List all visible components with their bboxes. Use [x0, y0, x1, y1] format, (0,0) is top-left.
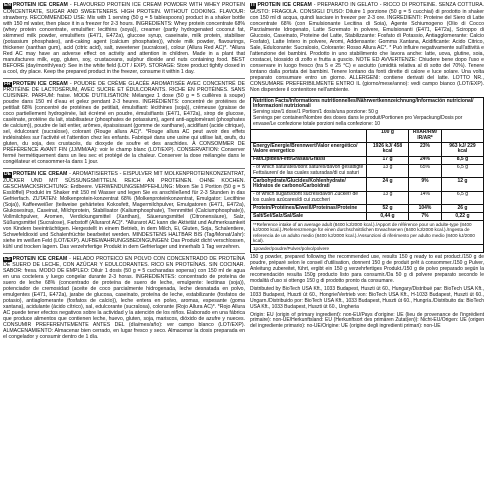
nutrient-value: 23% — [409, 143, 442, 157]
nutrient-value: 17 g — [366, 156, 408, 164]
nutrition-table — [250, 97, 484, 254]
nutrition-row — [251, 164, 483, 178]
distribution-section — [250, 253, 484, 330]
language-badge: ES — [4, 255, 11, 262]
nutrient-value: 65% — [409, 164, 442, 178]
block-text: - POUDRE DE CRÈME GLACÉE AROMATISÉE AVEC CONCENTRÉ DE PROTÉINE DE LACTOSÉRUM, AVEC SUCRE ET ÉDULCORANTS. RICHE EN PROTÉINES. SANS CUISINER. PARFUM: fraise. MODE D'UTILISATION: Mélangez 1 dose (50 g = 5 cuillères à soupe) poudre dans 150 ml d'eau et gelez pendant 2-3 heures. INGRÉDIENTS: concentré de protéines de petitlait 68% (concentré de protéines de petitlait, émulsifiant: lécithines (soja)), crémeuse (graisse de coco partiellement hydrogénée, lait écrémé en poudre, émulsifiants (E471, E472a), sirop de glucose, caséinate, protéine du lait, stabilisateur (phosphates de potassium), agent anti-agglomérant (phosphates de calcium)), poudre de lait entier, arômes, épaississant (gomme de xanthane), acidifiant (acide citrique), sel, édulcorant (sucralose), colorant (Rouge allura AC)*. *Rouge allura AC peut avoir des effets indésirables sur l'activité et l'attention chez les enfants. Fabriqué dans une usine qui utilise lait, œufs, du gluten, du soja, des crustacés, du dioxyde de soufre et des arachides. À CONSOMMER DE PRÉFÉRENCE AVANT FIN (JJ/MM/AA): voir le champ blanc (LOT/EXP). CONSERVATION: Conserver fermé hermétiquement dans un lieu sec et protégé de la chaleur. Conserver la dose mélangée dans le congélateur et consommer-la dans 1 jour. — [3, 80, 245, 166]
info-paragraph: 150 g powder, prepared following the recommended use, results 150 g ready to eat product./150 g de poudre, préparé selon le conseil d'utilisation, donnent 150 g de produit prêt à consommer./150 g Pulver, Anleitung zubereitet, führt, ergibt ein 150 g verzehrfertiges Produkt./150 g de polvo preparado según la recomendación resulta 150g producto listo para consumir./Da 50 g di polvere preparato secondo le modalità d'uso si ottengo 150 g di prodotto pronto da consumare. — [250, 254, 484, 285]
italian-section — [250, 2, 484, 95]
product-title: PROTEIN ICE CREAM — [12, 171, 68, 178]
nutrient-value: 13 g — [366, 164, 408, 178]
nutrient-value: 1926 kJ/ 458 kcal — [366, 143, 408, 157]
nutrient-value: 104% — [409, 205, 442, 213]
nutrient-value: 9% — [409, 178, 442, 192]
nutrition-row — [251, 191, 483, 205]
nutrition-row — [251, 213, 483, 220]
language-block-en — [3, 2, 245, 75]
nutrition-row — [251, 143, 483, 157]
nutrition-title: Nutrition Facts/Informations nutritionnelles/Nährwertkennzeichnung/Información nutricional/ Informazioni nutrizionali — [253, 97, 474, 110]
nutrient-value: 6,5 g — [441, 191, 483, 205]
nutrient-name: - of which sugars/dont sucres/davon Zucker/ de los cuales azúcares/di cui zuccheri — [251, 191, 366, 205]
divider — [3, 78, 245, 79]
block-text: - AROMATISIERTES - EISPULVER MIT MOLKENPROTEINKONZENTRAT, ZUCKER UND MIT SÜSSUNGSMITTELN. REICH AN PROTEINEN. OHNE KOCHEN. GESCHMACKSRICHTUNG: Erdbeere. VERWENDUNGSEMPFEHLUNG: Mixen Sie 1 Portion (50 g = 5 Esslöffel) Produkt im Shaker mit 150 ml Wasser und legen Sie es anschließend für 2-3 Stunden in das Gefrierfach. ZUTATEN: Molkenprotein-konzentrat 68% (Molkenproteinkonzentrat, Emulgator: Lecithine (Soja)), Kaffeeweißer (teilweise gehärtetes Kokosfett, Magermilchpulver, Emulgatoren (E471, E472a), Glukosesirup, Caseinat, Milchprotein, Stabilisator (Kaliumphosphate), Trennmittel (Calciumphosphate)), Vollmilchpulver, Aromen, Verdickungsmittel (Xanthan), Säuerungsmittel (Citronensäure), Salz, Süßungsmittel (Sucralose), Farbstoff (Allurarot AC)*. *Allurarot AC kann die Aktivität und Aufmerksamkeit von Kindern beeinträchtigen. Hergestellt in einem Betrieb, in dem Milch, Ei, Gluten, Soja, Schalentiere, Schwefeldioxid und Schalenfrüchte bearbeitet werden. MINDESTENS HALTBAR BIS (Tag/Monat/Jahr): siehe im weißen Feld (LOT/EXP). AUFBEWAHRUNGSBEDINGUNGEN: Das Produkt dicht verschlossen, kühl und trocken lagern. Das verzehrfertige Produkt in dem Gefrierlager und innerhalb 1 Tag verzehren. — [3, 171, 245, 250]
nutrition-header-100g: 100 g — [366, 129, 408, 143]
nutrition-header-ri: RI/AR/RM/ IR/AR* — [409, 129, 442, 143]
nutrition-row — [251, 178, 483, 192]
powder-note: 1powder/poudre/Pulver/polvo/polvere — [251, 244, 483, 252]
nutrition-header-serving — [441, 129, 483, 143]
language-badge: IT — [251, 2, 256, 8]
right-column — [250, 2, 484, 486]
language-block-it — [250, 2, 484, 93]
nutrient-name: Carbohydrate/Glucides/Kohlenhydrate/ Hidratos de carbono/Carboidrati — [251, 178, 366, 192]
nutrient-value: 8,5 g — [441, 156, 483, 164]
reference-intake-note: **Reference intake of an average adult (8400 kJ/2000 kcal.)./Apport de référence pour un adulte-type (8400 kJ/2000 kcal.)./Referenzmenge für einen durchschnittlichen Erwachsenen (8400 kJ/2000 kcal.)./Ingesta de referencia de un adulto medio (8400 kJ/2000 kcal.)./Assunzioni di riferimento per adulto medio (8400 kJ/2000 kcal). — [251, 220, 483, 244]
left-column — [3, 2, 245, 486]
language-badge: DE — [4, 171, 11, 178]
product-title: PROTEIN ICE CREAM — [12, 2, 68, 8]
nutrient-value: 0,44 g — [366, 213, 408, 220]
nutrition-row — [251, 156, 483, 164]
nutrient-name: Protein/Protéines/Eiweiß/Proteínas/Proteine — [251, 205, 366, 213]
nutrition-header-label — [251, 129, 366, 143]
nutrient-value: 24% — [409, 156, 442, 164]
product-title: PROTEIN ICE CREAM — [12, 255, 68, 262]
nutrient-value: 13 g — [366, 191, 408, 205]
block-text: - PREPARATO IN GELATO - RICCO DI PROTEINE. SENZA COTTURA. GUSTO: FRAGOLA. CONSIGLI D'USO: Diluire 1 porzione (50 g = 5 cucchiai) di prodotto in shaker con 150 ml di acqua, quindi lasciare in freezer per 2-3 ore. INGREDIENTI: Proteine del Siero di Latte concentrate 68% (con Emulsionante Lecitina di Soia), Agente Schiumogeno (Olio di Cocco Parzialmente Idrogenato, Latte Scremato in polvere, Emulsionanti (E471, E472a), Sciroppo di Glucosio, Caseinato, Proteine del Latte, Stabilizzante: Fosfato di Potassio, Antiagglomerante: Calcio Fosfato), Latte Intero in polvere, Aromi, Addensante: Gomma Xantana, Acidificante: Acido Citrico, Sale, Edulcorante: Sucralosio, Colorante: Rosso Allura AC*. * Può influire negativamente sull'attività e l'attenzione dei bambini. Prodotto in uno stabilimento che lavora anche: latte, uova, glutine, soia, crostacei, biossido di zolfo e frutta a guscio. NOTE ED AVVERTENZE: Chiudere bene dopo l'uso e conservare in luogo fresco (tra 5 e 25 °C) e asciutto (umidità relativa al di sotto del 70%). Tenere lontano dalla portata dei bambini. Tenere lontano da fonti dirette di calore e luce solare. Una volta preparato consumare entro un giorno. ALLERGENI: contiene derivati del latte. LOTTO NR., CONSUMARE PREFERIBILMENTE ENTRO IL (giorno/mese/anno): vedi campo bianco (LOT/EXP). Non disperdere il contenitore nell'ambiente. — [250, 2, 484, 93]
nutrient-value: 14% — [409, 191, 442, 205]
nutrition-grid — [251, 129, 483, 220]
info-paragraph: Distributed by BioTech USA Kft., 1033 Budapest, Huszti út 60., Hungary/Distribué par: BioTech USA Kft., 1033 Budapest, Huszti út 60., Hongrie/Vertrieb von: BioTech USA Kft., H-1033 Budapest, Huszti út 60., Ungarn./Distribuido por: BioTech USA Kft., 1033 Budapest, Huszti út 60., Hungría./Distribuito da: BioTech USA Kft., 1033 Budapest, Huszti út 60., Ungheria — [250, 285, 484, 310]
info-paragraph: Origin: EU (origin of primary ingredient): non-EU/Pays d'origine: UE (lieu de provenance de l'ingrédient primaire): non-UE/Herkunftsland: EU (Herkunftsort des primären Zutat(en)): Nicht-EU/Origen: UE (origen del ingrediente primario): no-UE/Origine: UE (origine degli ingredienti primari): non-UE — [250, 311, 484, 330]
block-text: - HELADO PROTEICO EN POLVO CON CONCENTRADO DE PROTEÍNA DE SUERO DE LECHE, CON AZÚCAR Y EDULCORANTES. RICO EN PROTEÍNAS. SIN COCINAR. SABOR: fresa. MODO DE EMPLEO: Diluir 1 dosis (50 g = 5 cucharadas soperas) con 150 ml de agua en una coctelera y luego congelar durante 2-3 horas. INGREDIENTES: concentrado de proteína de suero de leche 68% (concentrado de proteína de suero de leche, emulgente: lecitinas (soja)), potenciador de cremosidad (aceite de coco parcialmente hidrogenada, leche desnatada en polvo, emulgentes (E471, E472a), jarabe de glucosa, caseinato, proteína de leche, estabilizante (fosfatos de potasio), antiaglomerante (fosfatos de calcio)), leche entera en polvo, aromas, espesante (goma xantana), acidulante (ácido cítrico), sal, edulcorante (sucralosa), colorante (Rojo Allura AC)*. *Rojo Allura AC puede tener efectos negativos sobre la actividad y la atención de los niños. Elaborado en una fábrica que produce alimentos que contienen leche, huevo, gluten, soja, mariscos, dióxido de azufre y nueces. CONSUMIR PREFERENTEMENTE ANTES DEL (día/mes/año): ver campo blanco (LOT/EXP). ALMACENAMIENTO: Almacenar bien cerrado, en lugar fresco y seco. Almacenar la dosis preparada en el congelador y consumir dentro de 1 día. — [3, 255, 245, 341]
divider — [3, 168, 245, 169]
nutrient-value: 26 g — [441, 205, 483, 213]
serving-size — [251, 110, 483, 128]
block-text: - FLAVOURED PROTEIN ICE CREAM POWDER WITH WHEY PROTEIN CONCENTRATE, SUGAR AND SWEETENERS. HIGH PROTEIN. WITHOUT COOKING. FLAVOUR: strawberry. RECOMMENDED USE: Mix with 1 serving (50 g = 5 tablespoons) product in a shaker bottle with 150 ml water, then place it in a freezer for 2-3 hours. INGREDIENTS: Whey protein concentrate 68% (whey protein concentrate, emulsifier: lecithins (soya)), creamer (partly hydrogenated coconut fat, skimmed milk powder, emulsifiers (E471, E472a), glucose syrup, caseinate, milk protein, stabiliser (potassium phosphates), anti-caking agent (calcium phosphates)), whole milk powder, flavourings, thickener (xanthan gum), acid (citric acid), salt, sweetener (sucralose), colour (Allura Red AC)*. *Allura Red AC may have an adverse effect on activity and attention in children. Made in a plant that manufactures milk, egg, gluten, soy, crustaceans, sulphur dioxide and nuts containing food. BEST BEFORE (day/month/year): See in the white field (LOT / EXP). STORAGE: Store product tightly closed in a cool, dry place. Keep the prepared product in the freezer, consume it within 1 day. — [3, 2, 245, 75]
nutrient-name: - of which saturates/dont saturés/davon gesättigte Fettsäuren/ de las cuales saturadas/di cui saturi — [251, 164, 366, 178]
nutrition-header-row — [251, 129, 483, 143]
language-block-es — [3, 256, 245, 341]
nutrient-value: 6,5 g — [441, 164, 483, 178]
nutrition-rows — [251, 143, 483, 220]
servings-per-container: Servings per container/Nombre des doses dans le produit/Portionen pro Verpackung/Dosis por envase/Le confezione totale porzioni nella confezione: 10 — [253, 114, 463, 127]
nutrient-value: 24 g — [366, 178, 408, 192]
nutrient-name: Salt/Sel/Salz/Sal/Sale — [251, 213, 366, 220]
nutrient-name: Energy/Energie/Brennwert/Valor energético/ Valore energetico — [251, 143, 366, 157]
nutrition-row — [251, 205, 483, 213]
language-block-de — [3, 171, 245, 250]
language-badge: EN — [4, 2, 11, 8]
product-title: PROTEIN ICE CREAM — [12, 80, 68, 87]
serving-size-text: Serving size/1 dose/1 Portion/1 dosis/una porzione: 50 g — [253, 109, 379, 116]
nutrient-value: 12 g — [441, 178, 483, 192]
nutrient-value: 0,22 g — [441, 213, 483, 220]
nutrient-value: 963 kJ/ 229 kcal — [441, 143, 483, 157]
language-block-fr — [3, 81, 245, 166]
product-title: PROTEIN ICE CREAM — [257, 2, 312, 8]
nutrient-value: 7% — [409, 213, 442, 220]
nutrient-value: 52 g — [366, 205, 408, 213]
language-badge: FR — [4, 80, 11, 87]
nutrient-name: Fat/Lipides/Fett/Grasas/Grassi — [251, 156, 366, 164]
divider — [3, 253, 245, 254]
